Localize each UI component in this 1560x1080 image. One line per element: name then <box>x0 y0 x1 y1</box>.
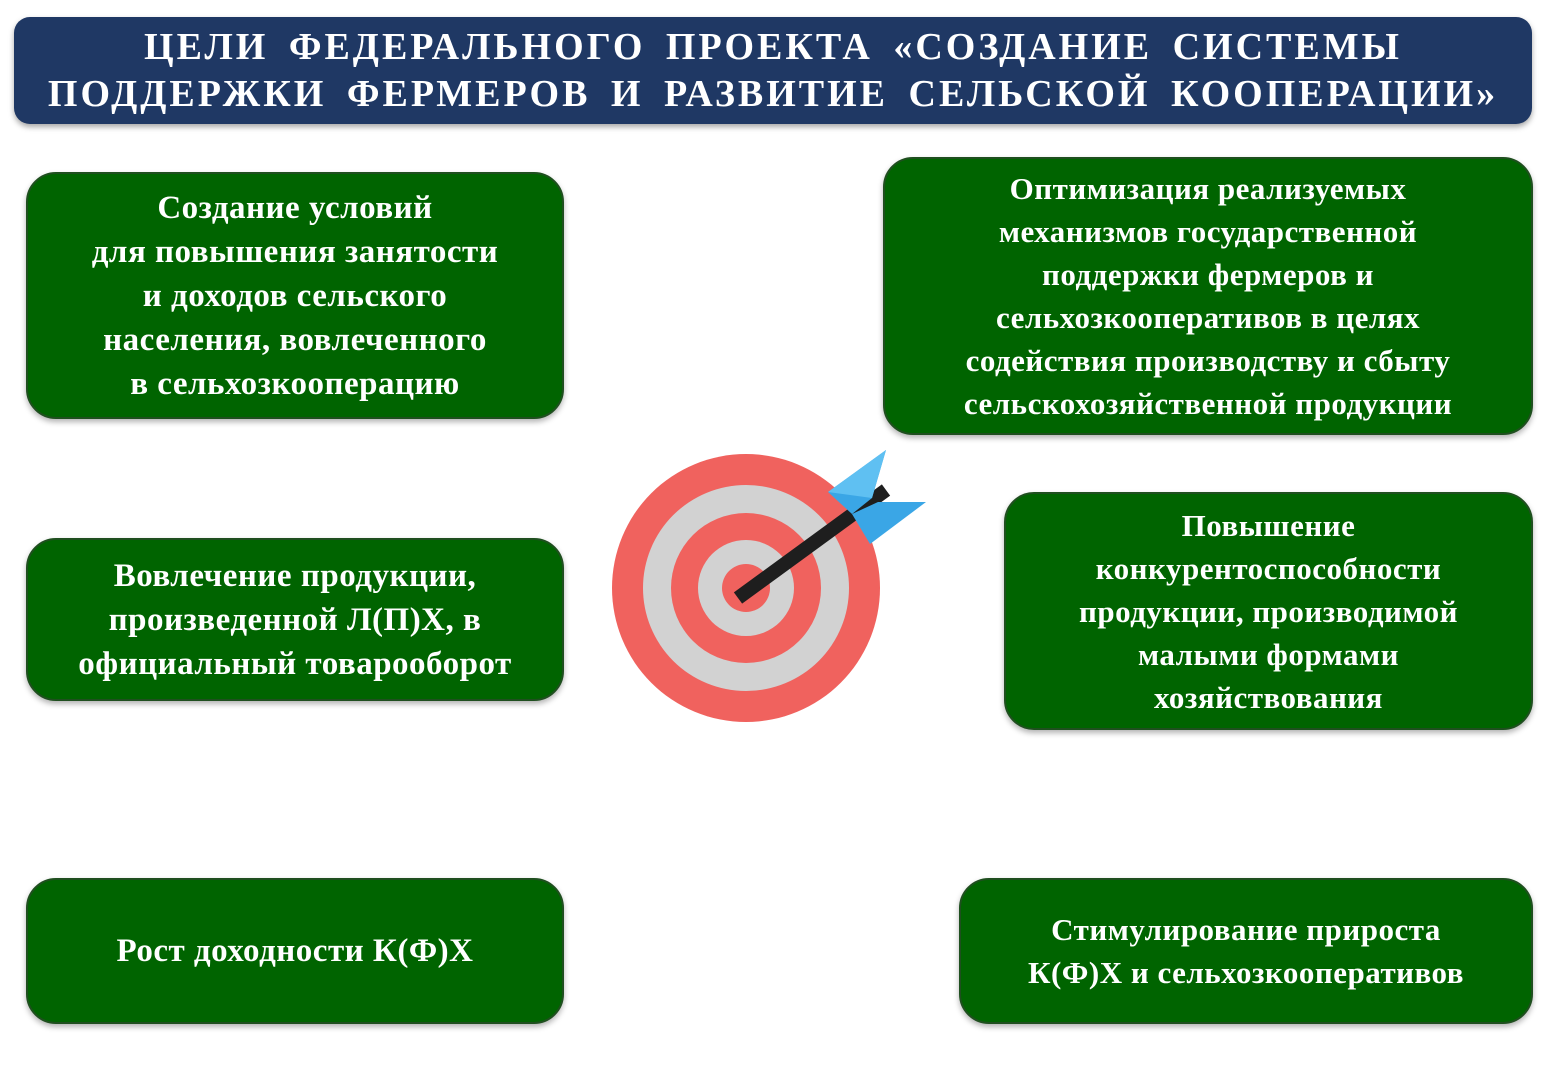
goal-box-kfh-profitability <box>26 878 564 1024</box>
goal-text-lph-products: Вовлечение продукции, произведенной Л(П)Х, в официальный товарооборот <box>78 557 512 682</box>
goal-text-support-optimization: Оптимизация реализуемых механизмов государственной поддержки фермеров и сельхозкооперативов в целях содействия производству и сбыту сельскохозяйственной продукции <box>963 171 1453 421</box>
goal-text-kfh-profitability: Рост доходности К(Ф)Х <box>116 933 474 969</box>
goal-text-employment: Создание условий для повышения занятости и доходов сельского населения, вовлеченного в сельхозкооперацию <box>91 189 499 402</box>
goal-text-growth-stimulation: Стимулирование прироста К(Ф)Х и сельхозкооперативов <box>1027 912 1465 990</box>
goal-box-support-optimization <box>883 157 1533 435</box>
goal-box-employment <box>26 172 564 419</box>
goal-box-growth-stimulation <box>959 878 1533 1024</box>
goal-box-competitiveness <box>1004 492 1533 730</box>
goal-text-competitiveness: Повышение конкурентоспособности продукции, производимой малыми формами хозяйствования <box>1078 507 1458 715</box>
goal-box-lph-products <box>26 538 564 701</box>
page-header <box>14 17 1532 124</box>
page-title: ЦЕЛИ ФЕДЕРАЛЬНОГО ПРОЕКТА «СОЗДАНИЕ СИСТЕМЫ ПОДДЕРЖКИ ФЕРМЕРОВ И РАЗВИТИЕ СЕЛЬСКОЙ КООПЕРАЦИИ» <box>47 25 1499 115</box>
target-with-arrow-icon <box>600 440 940 740</box>
